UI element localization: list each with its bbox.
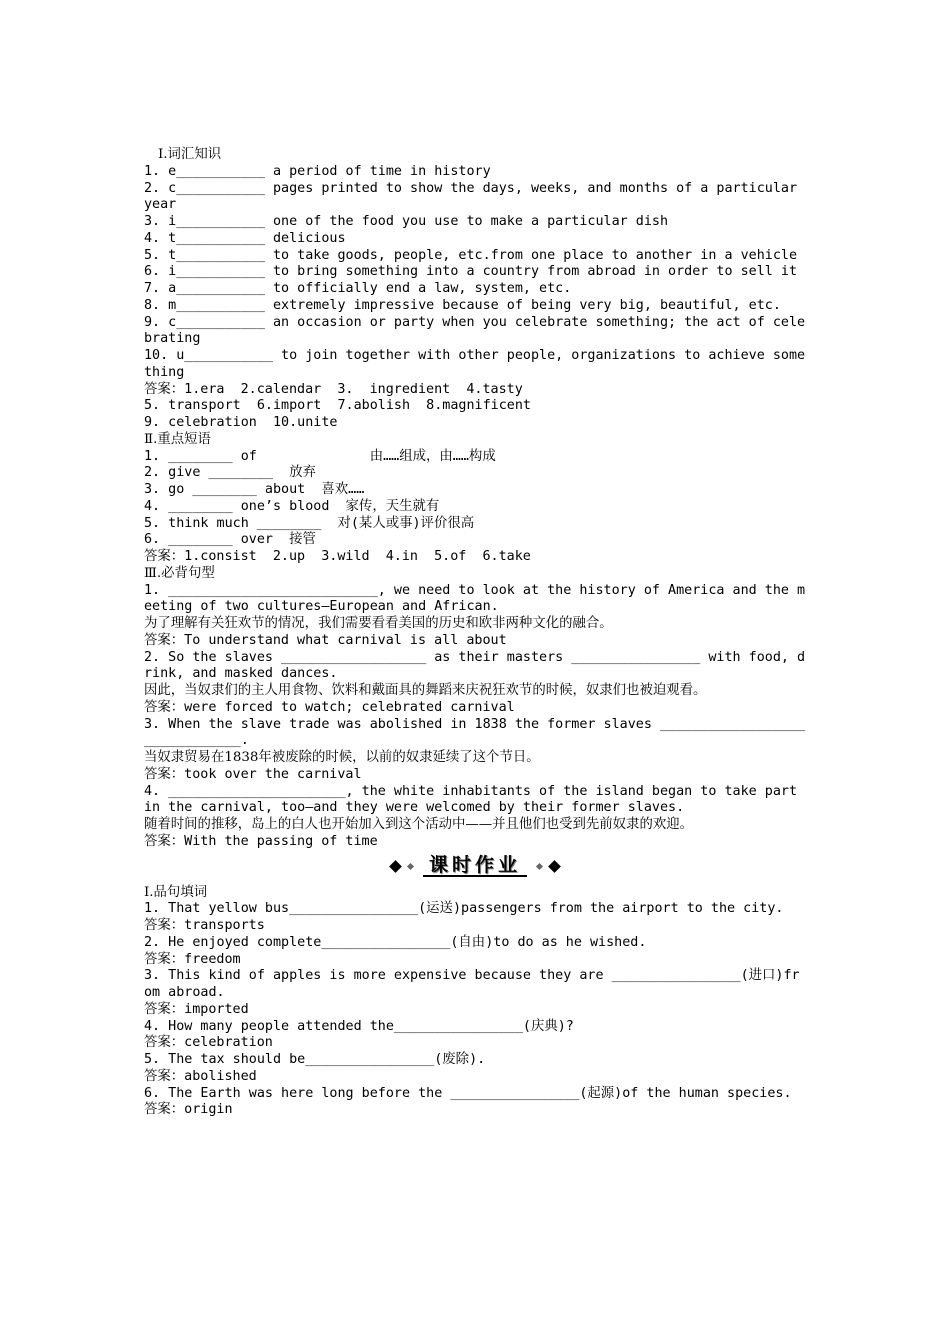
banner-title: 课时作业	[423, 856, 527, 877]
vocabulary-list	[144, 164, 806, 382]
vocab-item-4: 4. t___________ delicious	[144, 230, 346, 246]
vocab-item-8: 8. m___________ extremely impressive because of being very big, beautiful, etc.	[144, 297, 781, 313]
fill-answer-5: 答案：abolished	[144, 1068, 257, 1084]
vocab-answer-line-3: 9. celebration 10.unite	[144, 415, 338, 430]
sentence-4-answer: 答案：With the passing of time	[144, 833, 378, 849]
homework-banner	[144, 853, 806, 881]
phrase-answer: 答案：1.consist 2.up 3.wild 4.in 5.of 6.take	[144, 549, 531, 564]
sentence-3-answer: 答案：took over the carnival	[144, 766, 362, 782]
phrase-item-6: 6. ________ over 接管	[144, 532, 316, 548]
section-heading-fill-in: Ⅰ.品句填词	[144, 884, 208, 900]
fill-question-2: 2. He enjoyed complete________________(自由)to do as he wished.	[144, 934, 647, 950]
vocab-item-6: 6. i___________ to bring something into a country from abroad in order to sell it	[144, 264, 798, 280]
fill-answer-3: 答案：imported	[144, 1001, 249, 1017]
sentence-3-english: 3. When the slave trade was abolished in 1838 the former slaves ______________________________.	[144, 716, 806, 749]
document-page	[144, 147, 806, 1119]
sentence-1-chinese: 为了理解有关狂欢节的情况，我们需要看看美国的历史和欧非两种文化的融合。	[144, 616, 613, 631]
sentence-2-english: 2. So the slaves __________________ as their masters ________________ with food, drink, and masked dances.	[144, 649, 806, 682]
phrase-item-2: 2. give ________ 放弃	[144, 465, 316, 481]
vocab-item-3: 3. i___________ one of the food you use to make a particular dish	[144, 214, 669, 229]
vocab-item-1: 1. e___________ a period of time in history	[144, 163, 491, 179]
fill-question-1: 1. That yellow bus________________(运送)passengers from the airport to the city.	[144, 901, 784, 917]
vocab-item-7: 7. a___________ to officially end a law, system, etc.	[144, 281, 572, 296]
vocab-answer-line-2: 5. transport 6.import 7.abolish 8.magnificent	[144, 398, 531, 414]
phrase-item-3: 3. go ________ about 喜欢……	[144, 482, 365, 497]
sentence-2-chinese: 因此，当奴隶们的主人用食物、饮料和戴面具的舞蹈来庆祝狂欢节的时候，奴隶们也被迫观看。	[144, 683, 707, 698]
fill-answer-4: 答案：celebration	[144, 1035, 273, 1051]
sentence-1-answer: 答案：To understand what carnival is all about	[144, 632, 507, 648]
sentence-4-english: 4. ______________________, the white inhabitants of the island began to take part in the carnival, too—and they were welcomed by their former slaves.	[144, 783, 806, 816]
sentence-1-english: 1. __________________________, we need to look at the history of America and the meeting of two cultures—European and African.	[144, 582, 806, 615]
fill-question-3: 3. This kind of apples is more expensive because they are ________________(进口)from abroad.	[144, 968, 800, 1000]
fill-answer-1: 答案：transports	[144, 918, 265, 933]
section-heading-phrases: Ⅱ.重点短语	[144, 431, 211, 447]
fill-answer-2: 答案：freedom	[144, 951, 241, 967]
fill-question-4: 4. How many people attended the________________(庆典)?	[144, 1018, 574, 1034]
vocab-item-9: 9. c___________ an occasion or party when you celebrate something; the act of celebrating	[144, 314, 806, 347]
small-diamond-icon	[536, 863, 543, 870]
diamond-icon	[548, 860, 561, 873]
vocab-item-2: 2. c___________ pages printed to show the days, weeks, and months of a particular year	[144, 180, 806, 213]
vocab-answer-line-1: 答案：1.era 2.calendar 3. ingredient 4.tasty	[144, 381, 523, 397]
sentence-4-chinese: 随着时间的推移，岛上的白人也开始加入到这个活动中——并且他们也受到先前奴隶的欢迎。	[144, 817, 694, 832]
sentence-2-answer: 答案：were forced to watch; celebrated carnival	[144, 699, 515, 715]
phrase-item-1: 1. ________ of 由……组成，由……构成	[144, 448, 496, 464]
phrase-item-5: 5. think much ________ 对(某人或事)评价很高	[144, 515, 475, 531]
vocab-item-10: 10. u___________ to join together with other people, organizations to achieve something	[144, 348, 806, 380]
small-diamond-icon	[407, 863, 414, 870]
sentence-3-chinese: 当奴隶贸易在1838年被废除的时候，以前的奴隶延续了这个节日。	[144, 750, 540, 765]
section-heading-sentences: Ⅲ.必背句型	[144, 565, 215, 581]
fill-question-5: 5. The tax should be________________(废除).	[144, 1052, 486, 1067]
fill-answer-6: 答案：origin	[144, 1102, 233, 1118]
section-heading-vocabulary: Ⅰ.词汇知识	[158, 147, 222, 162]
diamond-icon	[389, 860, 402, 873]
fill-question-6: 6. The Earth was here long before the ________________(起源)of the human species.	[144, 1085, 792, 1101]
phrase-item-4: 4. ________ one’s blood 家传，天生就有	[144, 498, 440, 514]
vocab-item-5: 5. t___________ to take goods, people, etc.from one place to another in a vehicle	[144, 247, 798, 263]
